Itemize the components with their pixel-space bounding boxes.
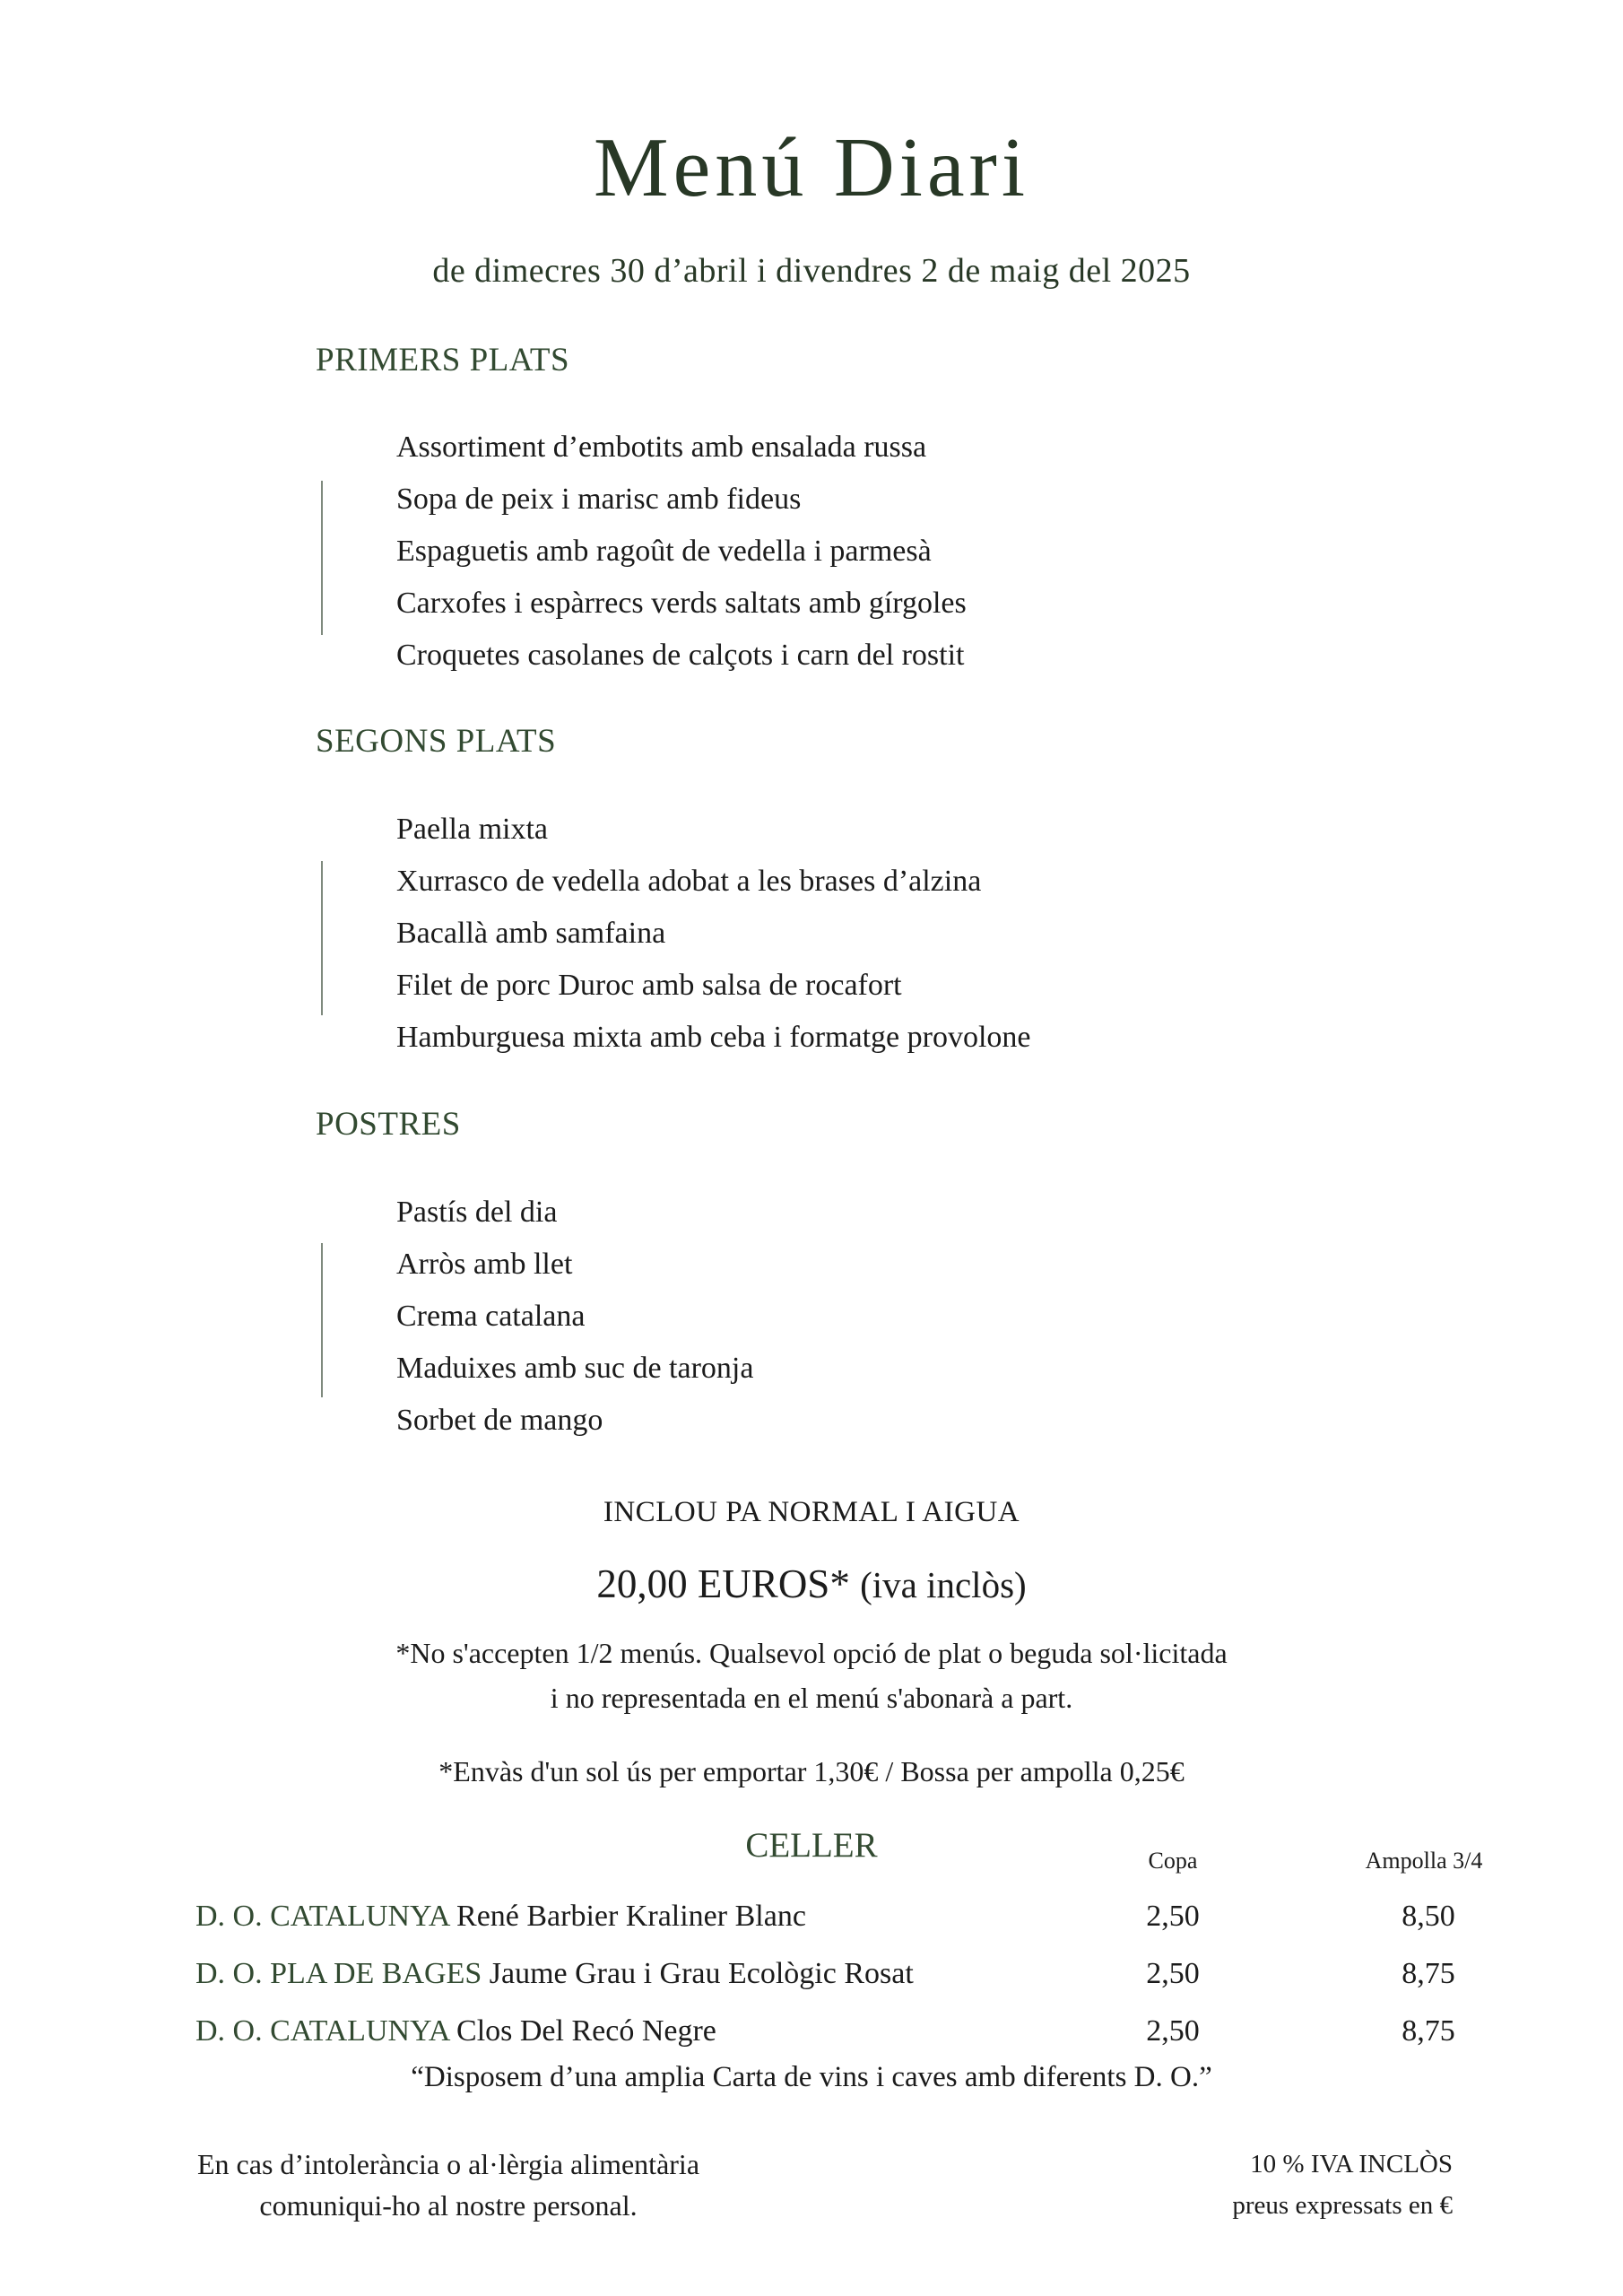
menu-price (0, 1561, 1623, 1607)
wine-price-ampolla: 8,75 (1402, 1957, 1455, 1990)
wine-row (195, 2003, 1469, 2060)
wine-origin: D. O. PLA DE BAGES (195, 1957, 482, 1990)
dish-item: Filet de porc Duroc amb salsa de rocafort (396, 969, 902, 1002)
wine-price-ampolla: 8,75 (1402, 2014, 1455, 2048)
vat-notice (1112, 2144, 1453, 2226)
dish-item: Maduixes amb suc de taronja (396, 1352, 754, 1385)
wine-origin: D. O. CATALUNYA (195, 1900, 449, 1933)
vat-line: preus expressats en € (1232, 2191, 1453, 2220)
dish-item: Croquetes casolanes de calçots i carn del rostit (396, 639, 965, 672)
section-divider-line (321, 481, 323, 635)
column-header-ampolla: Ampolla 3/4 (1365, 1848, 1483, 1874)
celler-heading: CELLER (745, 1826, 878, 1865)
section-divider-line (321, 1243, 323, 1397)
dish-item: Arròs amb llet (396, 1248, 573, 1281)
allergy-notice (152, 2144, 744, 2226)
dish-item: Xurrasco de vedella adobat a les brases d’alzina (396, 865, 982, 898)
section-heading-primers: PRIMERS PLATS (316, 342, 570, 378)
dish-item: Espaguetis amb ragoût de vedella i parmesà (396, 535, 932, 568)
dish-item: Sorbet de mango (396, 1404, 603, 1437)
wine-list-quote: “Disposem d’una amplia Carta de vins i caves amb diferents D. O.” (411, 2061, 1212, 2093)
price-amount: 20,00 EUROS* (596, 1561, 850, 1606)
price-suffix: (iva inclòs) (860, 1564, 1027, 1605)
wine-price-copa: 2,50 (1146, 1957, 1200, 1990)
dish-list-segons (396, 804, 1030, 1064)
menu-date-subtitle: de dimecres 30 d’abril i divendres 2 de maig del 2025 (432, 252, 1191, 290)
note-line: i no representada en el menú s'abonarà a part. (550, 1682, 1073, 1714)
wine-name: Clos Del Recó Negre (456, 2014, 716, 2048)
dish-list-primers (396, 422, 967, 682)
wine-row (195, 1945, 1469, 2003)
takeaway-note: *Envàs d'un sol ús per emportar 1,30€ / Bossa per ampolla 0,25€ (438, 1755, 1185, 1787)
includes-note: INCLOU PA NORMAL I AIGUA (603, 1496, 1020, 1528)
dish-item: Pastís del dia (396, 1196, 558, 1229)
dish-item: Crema catalana (396, 1300, 586, 1333)
vat-line: 10 % IVA INCLÒS (1250, 2150, 1453, 2179)
half-menu-note (0, 1631, 1623, 1720)
wine-price-ampolla: 8,50 (1402, 1900, 1455, 1933)
column-header-copa: Copa (1148, 1848, 1198, 1874)
wine-price-copa: 2,50 (1146, 2014, 1200, 2048)
section-divider-line (321, 861, 323, 1015)
section-heading-postres: POSTRES (316, 1106, 461, 1143)
wine-name: Jaume Grau i Grau Ecològic Rosat (489, 1957, 914, 1990)
note-line: *No s'accepten 1/2 menús. Qualsevol opció de plat o beguda sol·licitada (395, 1637, 1228, 1669)
wine-price-copa: 2,50 (1146, 1900, 1200, 1933)
dish-item: Paella mixta (396, 813, 549, 846)
dish-item: Carxofes i espàrrecs verds saltats amb gírgoles (396, 587, 967, 620)
wine-origin: D. O. CATALUNYA (195, 2014, 449, 2048)
wine-row (195, 1888, 1469, 1945)
dish-list-postres (396, 1187, 753, 1447)
allergy-line: En cas d’intolerància o al·lèrgia alimentària (196, 2148, 700, 2180)
dish-item: Bacallà amb samfaina (396, 917, 666, 950)
dish-item: Assortiment d’embotits amb ensalada russa (396, 430, 927, 464)
dish-item: Sopa de peix i marisc amb fideus (396, 483, 802, 516)
section-heading-segons: SEGONS PLATS (316, 723, 557, 760)
wine-name: René Barbier Kraliner Blanc (456, 1900, 806, 1933)
page-title: Menú Diari (594, 121, 1029, 214)
allergy-line: comuniqui-ho al nostre personal. (259, 2189, 638, 2222)
dish-item: Hamburguesa mixta amb ceba i formatge provolone (396, 1021, 1031, 1054)
